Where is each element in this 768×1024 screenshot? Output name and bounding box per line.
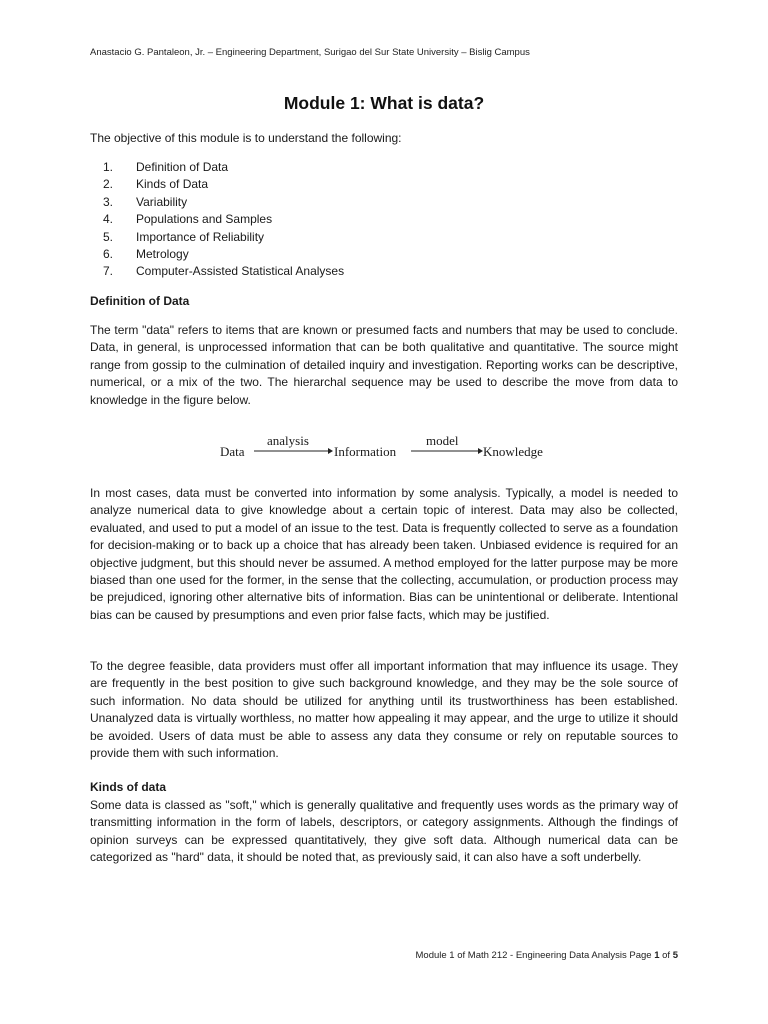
page-total: 5: [672, 950, 678, 961]
flow-node-information: Information: [334, 444, 397, 459]
objective-intro: The objective of this module is to understand the following:: [90, 131, 402, 145]
page-number: 1: [654, 950, 660, 961]
list-item: 7. Computer-Assisted Statistical Analyses: [102, 264, 345, 279]
flow-label-model: model: [426, 433, 459, 448]
section-heading-kinds: Kinds of data: [90, 780, 167, 794]
page-header: Anastacio G. Pantaleon, Jr. – Engineering Department, Surigao del Sur State University – Bislig Campus: [90, 47, 530, 58]
list-item: 4. Populations and Samples: [102, 212, 273, 227]
flow-label-analysis: analysis: [267, 433, 309, 448]
section-heading-definition: Definition of Data: [90, 294, 190, 308]
data-knowledge-flow-diagram: [220, 433, 560, 461]
list-item: 1. Definition of Data: [102, 160, 229, 174]
list-item: 5. Importance of Reliability: [102, 229, 265, 244]
page-title: Module 1: What is data?: [283, 93, 485, 113]
objective-list: [90, 159, 344, 281]
page-footer: Module 1 of Math 212 - Engineering Data Analysis Page 1 of 5: [415, 950, 678, 961]
paragraph-definition-2: In most cases, data must be converted into information by some analysis. Typically, a model is needed to analyze numerical data to give knowledge about a certain topic of interest. Data may also be collected, evaluated, and used to put a model of an issue to the test. Data is frequently collected to serve as a foundation for decision-making or to back up a choice that has already been taken. Unbiased evidence is required for an objective judgment, but this should never be assumed. A method employed for the latter purpose may be more biased than one used for the former, in the sense that the collecting, accumulation, or production process may be prejudiced, ignoring other alternative bits of information. Bias can be unintentional or deliberate. Intentional bias can be caused by presumptions and even prior false facts, which may be justified.: [90, 486, 678, 622]
paragraph-kinds-1: Some data is classed as "soft," which is generally qualitative and frequently uses words as the primary way of transmitting information in the form of labels, descriptors, or category assignments. Although the findings of opinion surveys can be expressed quantitatively, they give soft data. Although numerical data can be categorized as "hard" data, it should be noted that, as previously said, it can also have a soft underbelly.: [90, 798, 678, 865]
flow-arrowhead: [328, 448, 333, 454]
paragraph-definition-3: To the degree feasible, data providers must offer all important information that may influence its usage. They are frequently in the best position to give such background knowledge, and they may be the sole source of such information. No data should be utilized for anything until its trustworthiness has been established. Unanalyzed data is virtually worthless, no matter how appealing it may appear, and the urge to utilize it should be avoided. Users of data must be able to assess any data they consume or rely on reputable sources to provide them with such information.: [90, 659, 678, 761]
flow-node-knowledge: Knowledge: [483, 444, 543, 459]
paragraph-definition-1: The term "data" refers to items that are known or presumed facts and numbers that may be used to conclude. Data, in general, is unprocessed information that can be both qualitative and quantitative. The source might range from gossip to the culmination of detailed inquiry and investigation. Reporting works can be descriptive, numerical, or a mix of the two. The hierarchal sequence may be used to describe the move from data to knowledge in the figure below.: [90, 323, 678, 407]
list-item: 6. Metrology: [102, 246, 189, 261]
list-item: 3. Variability: [102, 194, 188, 209]
flow-node-data: Data: [220, 444, 245, 459]
list-item: 2. Kinds of Data: [102, 177, 209, 192]
